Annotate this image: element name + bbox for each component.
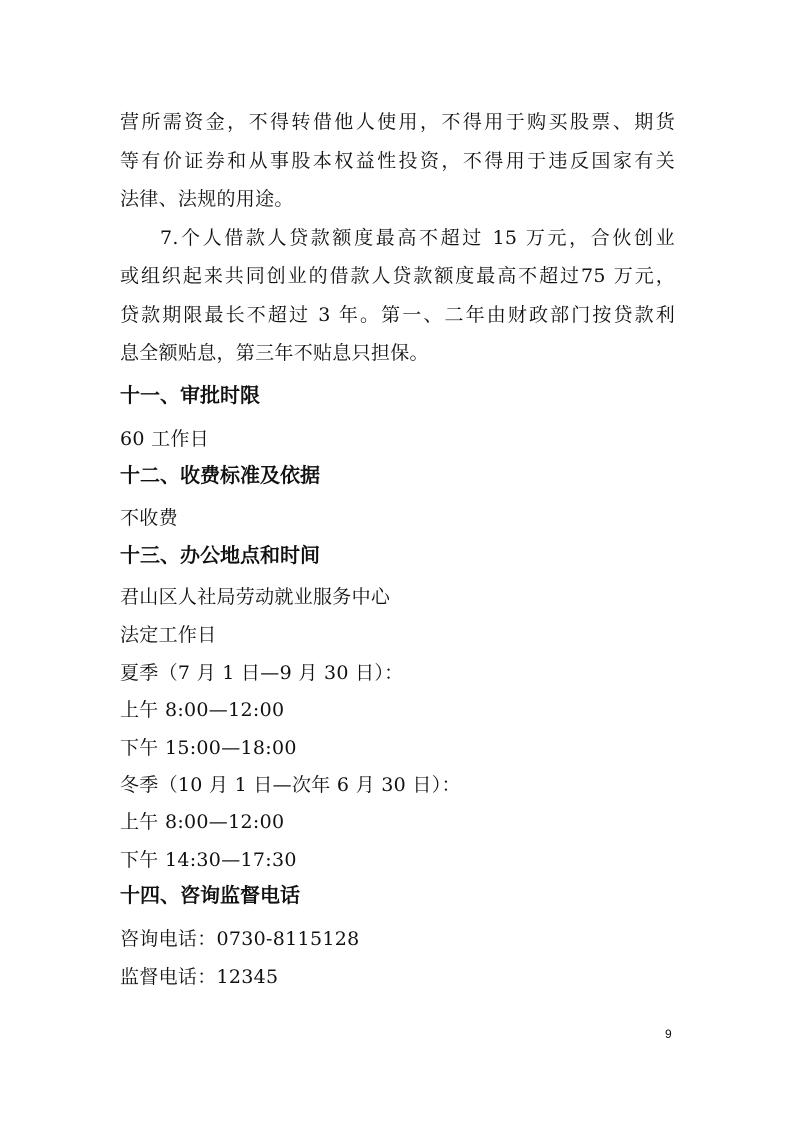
section-heading-fees: 十二、收费标准及依据 <box>120 463 320 487</box>
paragraph-line: 息全额贴息，第三年不贴息只担保。 <box>120 342 429 364</box>
paragraph-line: 或组织起来共同创业的借款人贷款额度最高不超过75 万元， <box>120 265 675 287</box>
section-heading-approval-time: 十一、审批时限 <box>120 383 260 407</box>
summer-morning-hours: 上午 8:00—12:00 <box>120 699 285 721</box>
summer-hours-label: 夏季（7 月 1 日—9 月 30 日）： <box>120 662 404 684</box>
approval-time-value: 60 工作日 <box>120 428 210 450</box>
office-location: 君山区人社局劳动就业服务中心 <box>120 586 391 608</box>
page-number: 9 <box>665 1027 672 1041</box>
fees-value: 不收费 <box>120 507 178 529</box>
paragraph-line: 营所需资金，不得转借他人使用，不得用于购买股票、期货 <box>120 111 675 133</box>
consult-phone: 咨询电话：0730-8115128 <box>120 928 360 950</box>
supervise-phone: 监督电话：12345 <box>120 966 279 988</box>
paragraph-line: 贷款期限最长不超过 3 年。第一、二年由财政部门按贷款利 <box>120 304 675 326</box>
summer-afternoon-hours: 下午 15:00—18:00 <box>120 737 297 759</box>
section-heading-office: 十三、办公地点和时间 <box>120 543 320 567</box>
paragraph-line: 法律、法规的用途。 <box>120 188 294 210</box>
winter-afternoon-hours: 下午 14:30—17:30 <box>120 849 297 871</box>
paragraph-line: 7.个人借款人贷款额度最高不超过 15 万元，合伙创业 <box>160 227 675 249</box>
winter-hours-label: 冬季（10 月 1 日—次年 6 月 30 日）： <box>120 774 461 796</box>
winter-morning-hours: 上午 8:00—12:00 <box>120 811 285 833</box>
office-workdays: 法定工作日 <box>120 624 217 646</box>
section-heading-phone: 十四、咨询监督电话 <box>120 883 300 907</box>
paragraph-line: 等有价证券和从事股本权益性投资，不得用于违反国家有关 <box>120 150 675 172</box>
